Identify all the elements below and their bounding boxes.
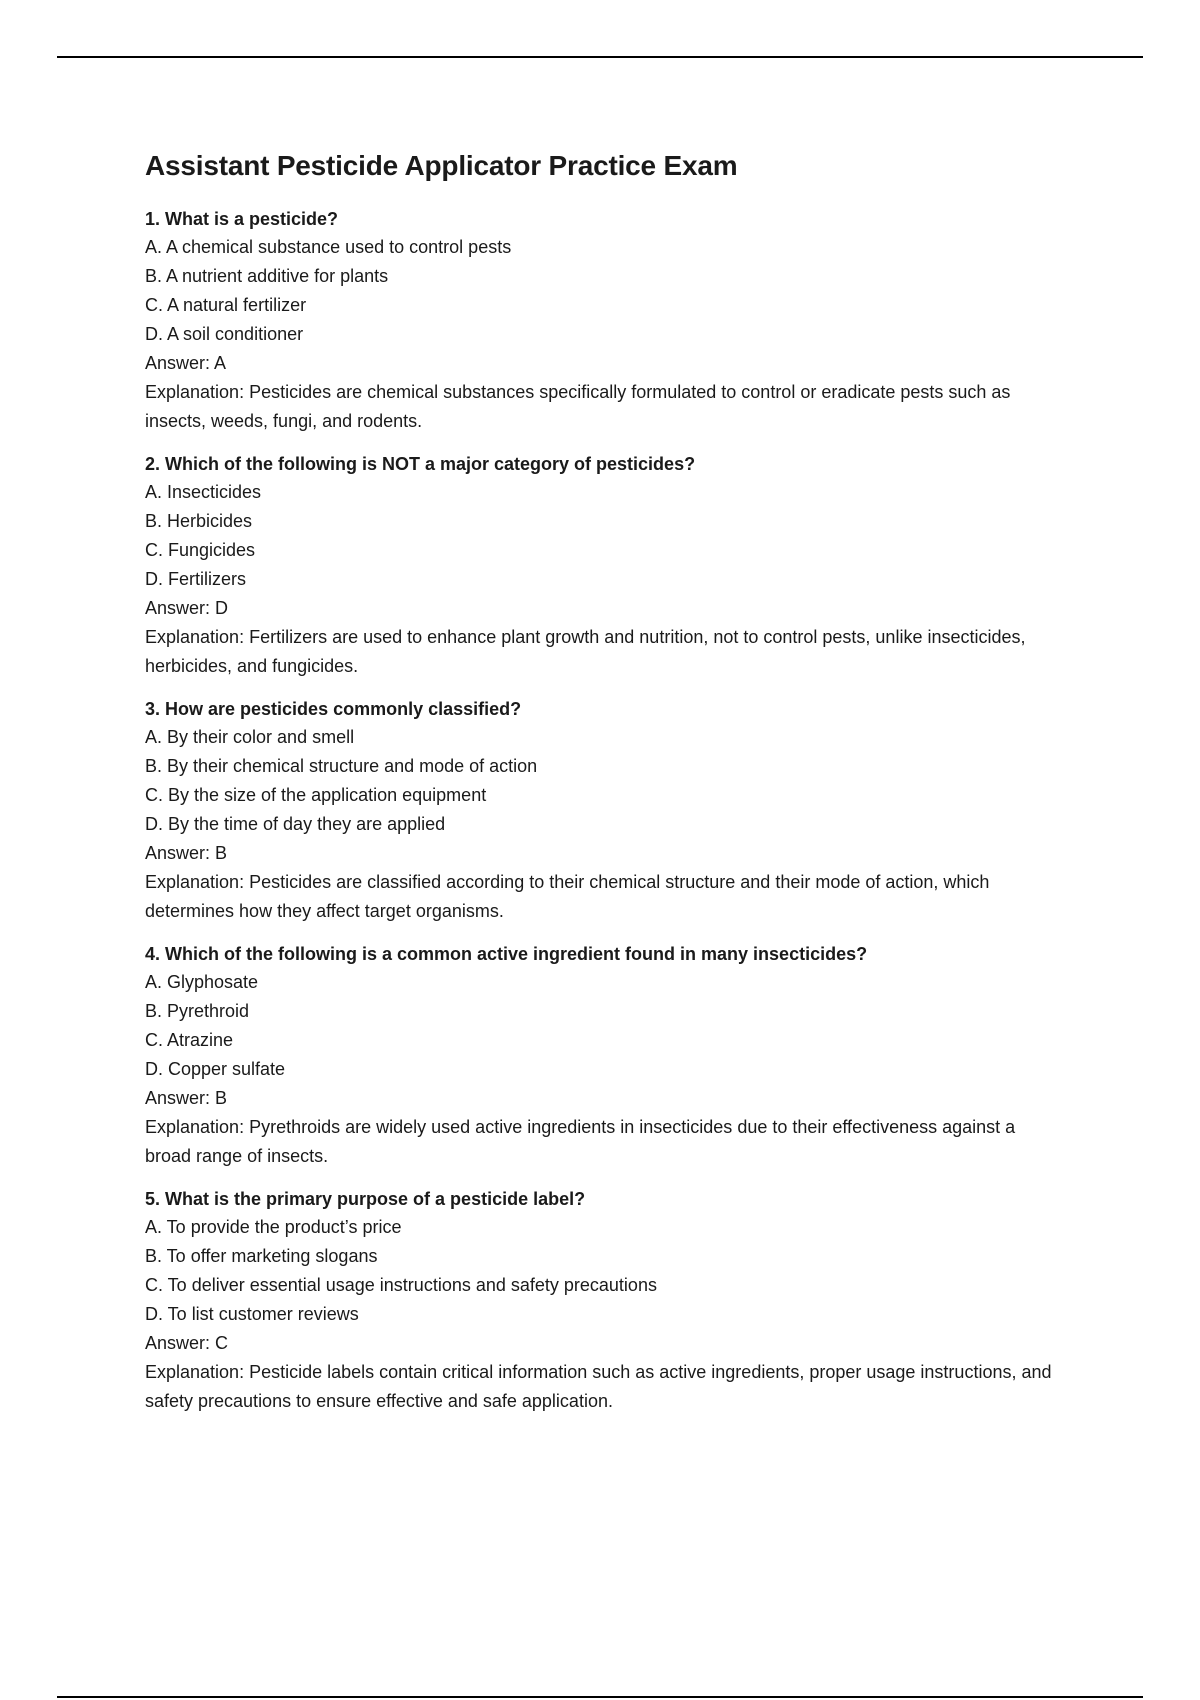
answer-option: D. Fertilizers (145, 569, 247, 589)
correct-answer: Answer: C (145, 1333, 229, 1353)
footer-rule (57, 1696, 1143, 1698)
question-text: 4. Which of the following is a common active ingredient found in many insecticides? (145, 944, 868, 964)
question-block (145, 205, 1065, 436)
answer-option: C. Atrazine (145, 1030, 234, 1050)
explanation-text: Explanation: Pyrethroids are widely used active ingredients in insecticides due to their effectiveness against a broad range of insects. (145, 1117, 1016, 1166)
answer-option: B. By their chemical structure and mode of action (145, 756, 538, 776)
answer-option: C. To deliver essential usage instructions and safety precautions (145, 1275, 657, 1295)
answer-option: B. Herbicides (145, 511, 253, 531)
answer-option: C. Fungicides (145, 540, 256, 560)
explanation-text: Explanation: Pesticides are chemical substances specifically formulated to control or eradicate pests such as insects, weeds, fungi, and rodents. (145, 382, 1011, 431)
answer-option: B. A nutrient additive for plants (145, 266, 389, 286)
question-text: 5. What is the primary purpose of a pesticide label? (145, 1189, 586, 1209)
answer-option: D. Copper sulfate (145, 1059, 286, 1079)
answer-option: C. A natural fertilizer (145, 295, 307, 315)
explanation-text: Explanation: Fertilizers are used to enhance plant growth and nutrition, not to control pests, unlike insecticides, herbicides, and fungicides. (145, 627, 1026, 676)
answer-option: B. To offer marketing slogans (145, 1246, 378, 1266)
question-block (145, 450, 1065, 681)
question-block (145, 1185, 1065, 1416)
question-block (145, 695, 1065, 926)
header-rule (57, 56, 1143, 58)
explanation-text: Explanation: Pesticides are classified according to their chemical structure and their mode of action, which determines how they affect target organisms. (145, 872, 990, 921)
answer-option: C. By the size of the application equipment (145, 785, 487, 805)
answer-option: D. A soil conditioner (145, 324, 304, 344)
answer-option: A. By their color and smell (145, 727, 355, 747)
question-text: 3. How are pesticides commonly classified? (145, 699, 522, 719)
answer-option: D. By the time of day they are applied (145, 814, 446, 834)
answer-option: A. Glyphosate (145, 972, 259, 992)
page-title: Assistant Pesticide Applicator Practice Exam (145, 150, 738, 181)
document-body (145, 146, 1065, 1430)
question-block (145, 940, 1065, 1171)
answer-option: A. Insecticides (145, 482, 262, 502)
question-text: 1. What is a pesticide? (145, 209, 339, 229)
answer-option: A. A chemical substance used to control pests (145, 237, 512, 257)
correct-answer: Answer: D (145, 598, 229, 618)
correct-answer: Answer: B (145, 1088, 228, 1108)
answer-option: A. To provide the product’s price (145, 1217, 402, 1237)
answer-option: B. Pyrethroid (145, 1001, 250, 1021)
explanation-text: Explanation: Pesticide labels contain critical information such as active ingredients, proper usage instructions, and safety precautions to ensure effective and safe application. (145, 1362, 1052, 1411)
answer-option: D. To list customer reviews (145, 1304, 359, 1324)
correct-answer: Answer: B (145, 843, 228, 863)
question-text: 2. Which of the following is NOT a major category of pesticides? (145, 454, 696, 474)
correct-answer: Answer: A (145, 353, 227, 373)
